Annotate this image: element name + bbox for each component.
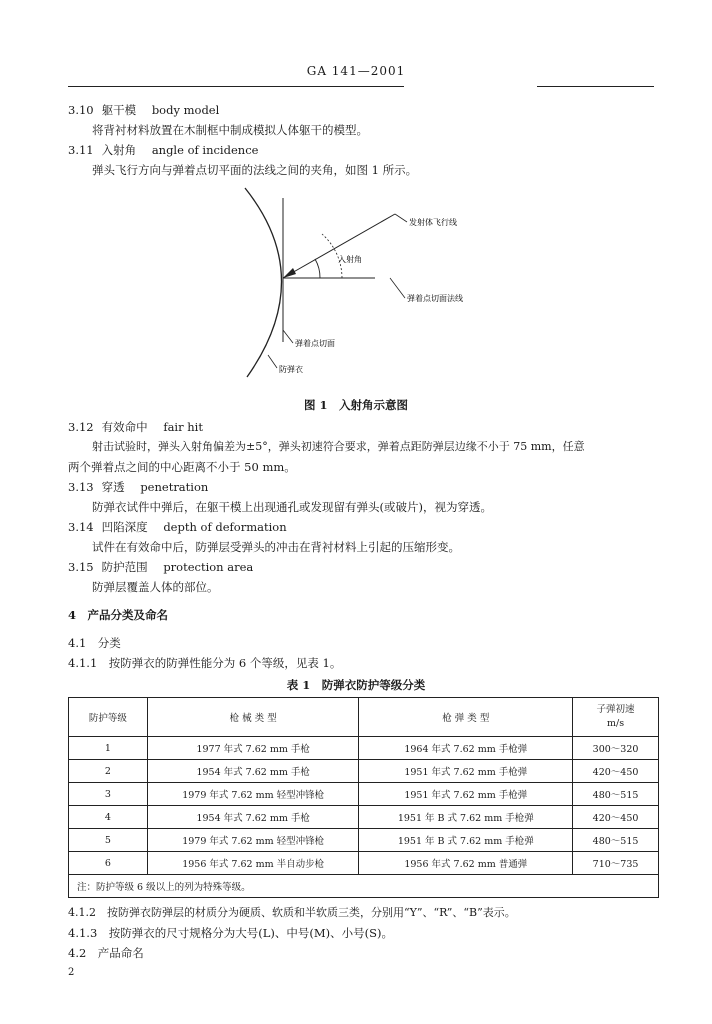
cell-gun: 1977 年式 7.62 mm 手枪 xyxy=(147,737,359,760)
cell-grade: 3 xyxy=(69,783,148,806)
table-row xyxy=(69,852,659,875)
term-en: angle of incidence xyxy=(151,143,259,157)
flight-line-label: 发射体飞行线 xyxy=(409,218,457,227)
section-4-title: 4 产品分类及命名 xyxy=(68,608,169,622)
term-definition: 射击试验时，弹头入射角偏差为±5°，弹头初速符合要求，弹着点距防弹层边缘不小于 75 mm，任意 xyxy=(92,440,585,453)
term-number: 3.11 xyxy=(68,143,94,157)
term-number: 3.14 xyxy=(68,520,94,534)
cell-ammo: 1951 年 B 式 7.62 mm 手枪弹 xyxy=(359,806,573,829)
header-ammo: 枪 弹 类 型 xyxy=(359,698,573,737)
header-speed-unit: m/s xyxy=(607,718,625,729)
header-rule-right xyxy=(537,86,654,87)
vest-curve xyxy=(245,188,282,377)
cell-ammo: 1964 年式 7.62 mm 手枪弹 xyxy=(359,737,573,760)
term-3-11 xyxy=(68,142,258,158)
cell-speed: 420～450 xyxy=(573,760,659,783)
incidence-angle-diagram xyxy=(225,180,515,380)
page-number: 2 xyxy=(68,967,75,978)
cell-speed: 480～515 xyxy=(573,829,659,852)
term-cn: 入射角 xyxy=(101,143,137,157)
standard-code: GA 141—2001 xyxy=(306,64,406,78)
cell-ammo: 1951 年 B 式 7.62 mm 手枪弹 xyxy=(359,829,573,852)
cell-gun: 1956 年式 7.62 mm 半自动步枪 xyxy=(147,852,359,875)
term-definition-cont: 两个弹着点之间的中心距离不小于 50 mm。 xyxy=(68,460,296,474)
section-4-2: 4.2 产品命名 xyxy=(68,946,144,960)
term-en: protection area xyxy=(163,560,254,574)
term-definition: 试件在有效命中后，防弹层受弹头的冲击在背衬材料上引起的压缩形变。 xyxy=(92,540,460,554)
table-row xyxy=(69,760,659,783)
term-cn: 有效命中 xyxy=(101,420,148,434)
table-row xyxy=(69,806,659,829)
term-en: body model xyxy=(151,103,220,117)
table-row xyxy=(69,737,659,760)
cell-gun: 1979 年式 7.62 mm 轻型冲锋枪 xyxy=(147,783,359,806)
cell-grade: 1 xyxy=(69,737,148,760)
cell-ammo: 1951 年式 7.62 mm 手枪弹 xyxy=(359,760,573,783)
table-row xyxy=(69,783,659,806)
term-definition: 防弹层覆盖人体的部位。 xyxy=(92,580,219,594)
protection-grade-table xyxy=(68,697,659,898)
term-cn: 防护范围 xyxy=(101,560,148,574)
table-note: 注：防护等级 6 级以上的列为特殊等级。 xyxy=(69,875,659,898)
arrowhead-icon xyxy=(283,268,296,278)
term-definition: 弹头飞行方向与弹着点切平面的法线之间的夹角，如图 1 所示。 xyxy=(92,163,418,177)
cell-ammo: 1951 年式 7.62 mm 手枪弹 xyxy=(359,783,573,806)
normal-line-label: 弹着点切面法线 xyxy=(407,294,463,303)
header-rule-left xyxy=(68,86,404,87)
term-number: 3.12 xyxy=(68,420,94,434)
term-3-14 xyxy=(68,519,287,535)
term-number: 3.13 xyxy=(68,480,94,494)
vest-label: 防弹衣 xyxy=(279,365,303,374)
term-cn: 凹陷深度 xyxy=(101,520,148,534)
term-3-13 xyxy=(68,479,208,495)
header-speed xyxy=(573,698,659,737)
header-grade: 防护等级 xyxy=(69,698,148,737)
section-4-1-2: 4.1.2 按防弹衣防弹层的材质分为硬质、软质和半软质三类，分别用“Y”、“R”、“B”表示。 xyxy=(68,906,516,919)
cell-gun: 1954 年式 7.62 mm 手枪 xyxy=(147,806,359,829)
cell-speed: 710～735 xyxy=(573,852,659,875)
term-en: depth of deformation xyxy=(163,520,287,534)
term-en: penetration xyxy=(140,480,209,494)
term-definition: 将背衬材料放置在木制框中制成模拟人体躯干的模型。 xyxy=(92,123,368,137)
table-note-row xyxy=(69,875,659,898)
leader-line xyxy=(283,330,293,343)
term-3-15 xyxy=(68,559,253,575)
term-3-10 xyxy=(68,102,219,118)
term-3-12 xyxy=(68,419,203,435)
leader-line xyxy=(395,214,407,222)
cell-speed: 480～515 xyxy=(573,783,659,806)
section-4-1-3: 4.1.3 按防弹衣的尺寸规格分为大号(L)、中号(M)、小号(S)。 xyxy=(68,926,393,940)
term-cn: 躯干模 xyxy=(101,103,137,117)
cell-speed: 300～320 xyxy=(573,737,659,760)
cell-grade: 5 xyxy=(69,829,148,852)
cell-grade: 6 xyxy=(69,852,148,875)
angle-arc xyxy=(315,259,320,278)
table-caption: 表 1 防弹衣防护等级分类 xyxy=(286,678,426,692)
section-4-1: 4.1 分类 xyxy=(68,636,121,650)
term-definition: 防弹衣试件中弹后，在躯干模上出现通孔或发现留有弹头(或破片)，视为穿透。 xyxy=(92,500,492,514)
figure-caption: 图 1 入射角示意图 xyxy=(303,398,408,412)
table-header-row xyxy=(69,698,659,737)
cell-gun: 1979 年式 7.62 mm 轻型冲锋枪 xyxy=(147,829,359,852)
cell-ammo: 1956 年式 7.62 mm 普通弹 xyxy=(359,852,573,875)
term-cn: 穿透 xyxy=(101,480,125,494)
flight-line xyxy=(283,214,395,278)
tangent-plane-label: 弹着点切面 xyxy=(295,339,335,348)
header-gun: 枪 械 类 型 xyxy=(147,698,359,737)
cell-grade: 4 xyxy=(69,806,148,829)
cell-gun: 1954 年式 7.62 mm 手枪 xyxy=(147,760,359,783)
term-en: fair hit xyxy=(163,420,203,434)
incidence-angle-label: 入射角 xyxy=(338,255,362,264)
cell-grade: 2 xyxy=(69,760,148,783)
leader-line xyxy=(268,355,277,368)
term-number: 3.10 xyxy=(68,103,94,117)
leader-line xyxy=(390,278,405,298)
section-4-1-1: 4.1.1 按防弹衣的防弹性能分为 6 个等级，见表 1。 xyxy=(68,656,342,670)
table-row xyxy=(69,829,659,852)
term-number: 3.15 xyxy=(68,560,94,574)
cell-speed: 420～450 xyxy=(573,806,659,829)
header-speed-label: 子弹初速 xyxy=(596,704,635,715)
